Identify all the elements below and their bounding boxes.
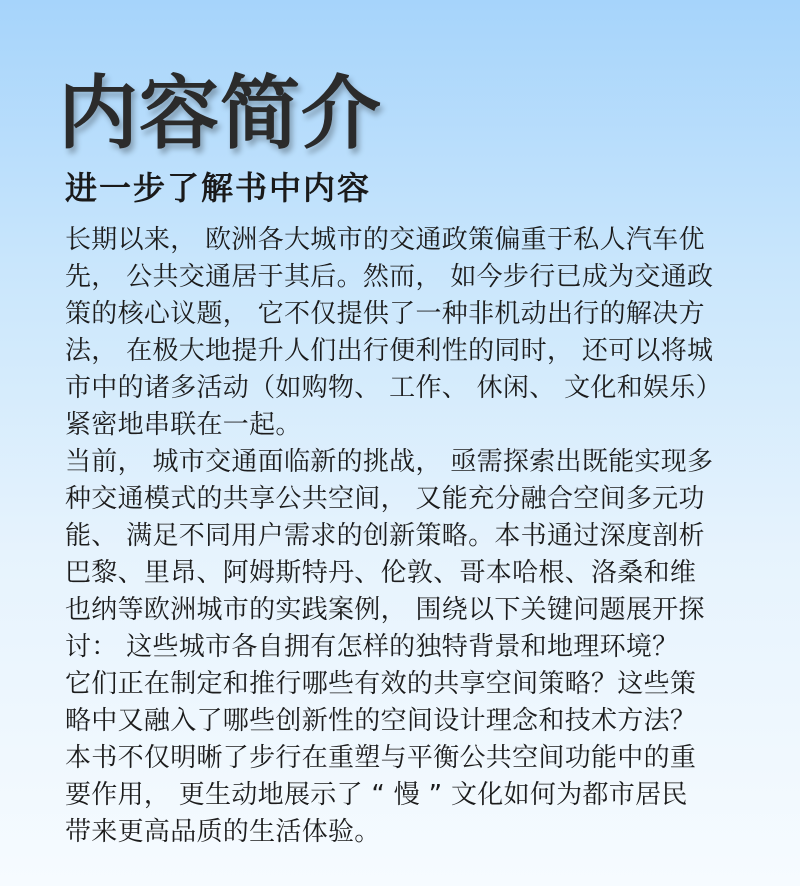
text-line: 带来更高品质的生活体验。 (65, 817, 381, 847)
text-line: 能、 满足不同用户需求的创新策略。本书通过深度剖析 (65, 521, 705, 551)
text-line: 长期以来， 欧洲各大城市的交通政策偏重于私人汽车优 (65, 225, 705, 255)
text-line: 策的核心议题， 它不仅提供了一种非机动出行的解决方 (65, 299, 705, 329)
paragraph-1 (65, 222, 745, 444)
body-text (65, 222, 745, 851)
paragraph-2 (65, 444, 745, 851)
page-title: 内容简介 (58, 67, 382, 160)
text-line: 巴黎、里昂、阿姆斯特丹、伦敦、哥本哈根、洛桑和维 (65, 558, 697, 588)
text-line: 要作用， 更生动地展示了 “ 慢 ” 文化如何为都市居民 (65, 780, 688, 810)
text-line: 本书不仅明晰了步行在重塑与平衡公共空间功能中的重 (65, 743, 697, 773)
text-line: 种交通模式的共享公共空间， 又能充分融合空间多元功 (65, 484, 705, 514)
text-line: 也纳等欧洲城市的实践案例， 围绕以下关键问题展开探 (65, 595, 705, 625)
text-line: 当前， 城市交通面临新的挑战， 亟需探索出既能实现多 (65, 447, 714, 477)
page-subtitle: 进一步了解书中内容 (65, 169, 372, 207)
text-line: 讨： 这些城市各自拥有怎样的独特背景和地理环境？ (65, 632, 679, 662)
text-line: 它们正在制定和推行哪些有效的共享空间策略？这些策 (65, 669, 697, 699)
text-line: 略中又融入了哪些创新性的空间设计理念和技术方法？ (65, 706, 697, 736)
text-line: 紧密地串联在一起。 (65, 410, 302, 440)
text-line: 市中的诸多活动（如购物、 工作、 休闲、 文化和娱乐） (65, 373, 722, 403)
text-line: 法， 在极大地提升人们出行便利性的同时， 还可以将城 (65, 336, 714, 366)
text-line: 先， 公共交通居于其后。然而， 如今步行已成为交通政 (65, 262, 714, 292)
